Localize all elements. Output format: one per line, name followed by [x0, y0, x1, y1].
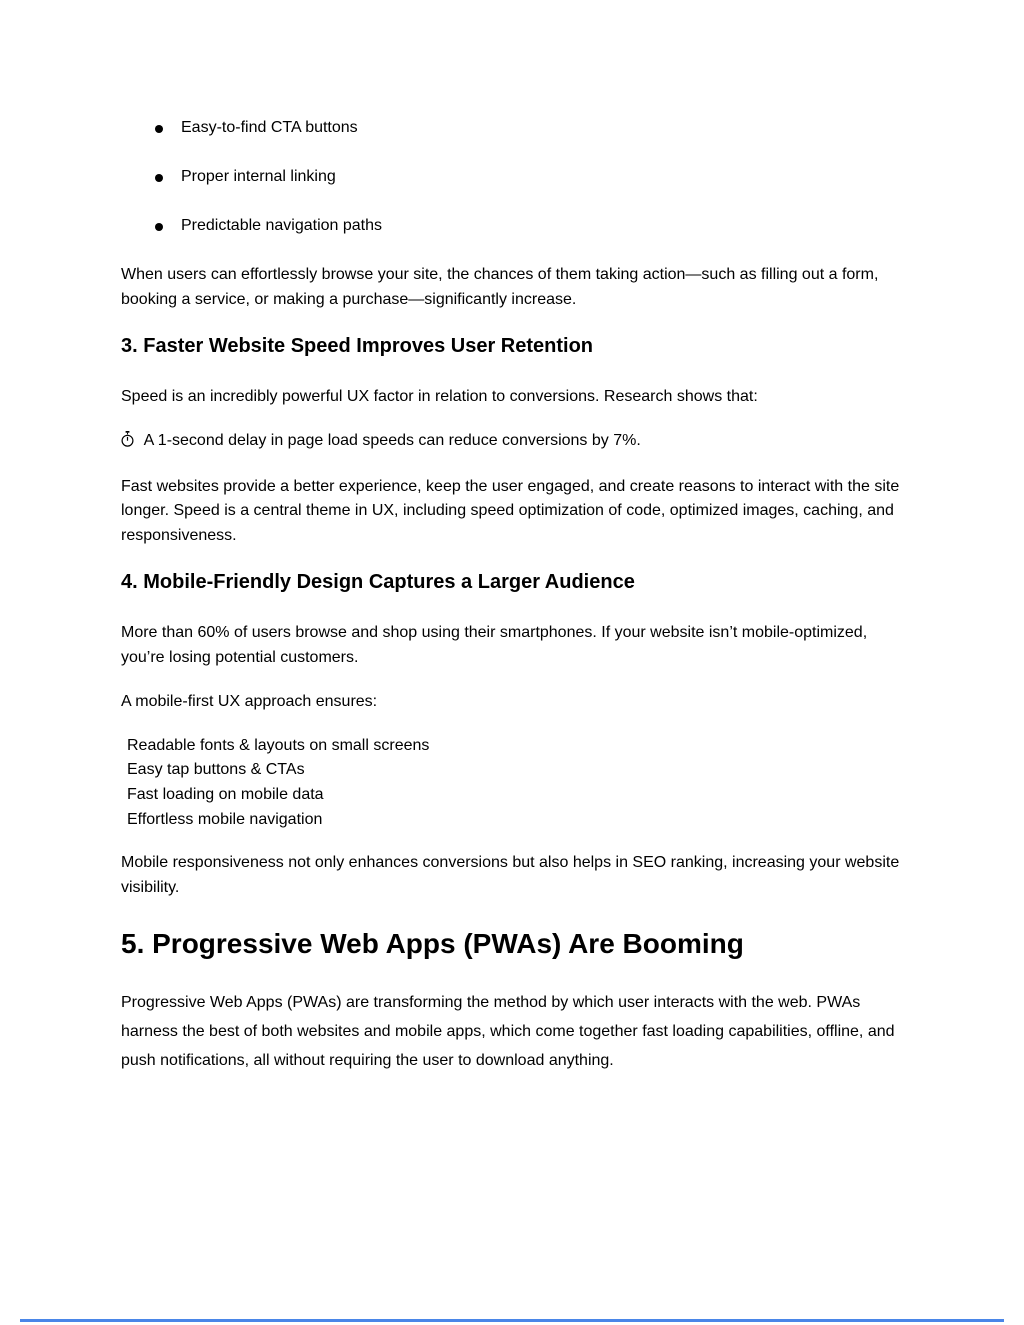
list-item-text: Predictable navigation paths — [181, 217, 383, 234]
bullet-icon — [155, 174, 163, 182]
mobile-feature-list — [121, 734, 904, 832]
feature-item: Readable fonts & layouts on small screens — [127, 736, 430, 754]
speed-intro-paragraph: Speed is an incredibly powerful UX factor in relation to conversions. Research shows that: — [121, 387, 758, 405]
feature-item: Effortless mobile navigation — [127, 810, 323, 828]
speed-stat-text: A 1-second delay in page load speeds can reduce conversions by 7%. — [143, 431, 641, 449]
intro-paragraph: When users can effortlessly browse your site, the chances of them taking action—such as filling out a form, booking a service, or making a purchase—significantly increase. — [121, 266, 879, 308]
pwa-section-heading: 5. Progressive Web Apps (PWAs) Are Booming — [121, 927, 744, 959]
list-item — [121, 165, 904, 190]
speed-body-paragraph: Fast websites provide a better experience, keep the user engaged, and create reasons to interact with the site longer. Speed is a central theme in UX, including speed optimization of code, optimized images, caching, and responsiveness. — [121, 477, 900, 545]
mobile-outro-paragraph: Mobile responsiveness not only enhances conversions but also helps in SEO ranking, increasing your website visibility. — [121, 854, 900, 897]
stopwatch-icon — [121, 431, 134, 456]
bullet-icon — [155, 223, 163, 231]
bullet-icon — [155, 125, 163, 133]
list-item-text: Proper internal linking — [181, 168, 336, 185]
list-item — [121, 214, 904, 239]
mobile-section-heading: 4. Mobile-Friendly Design Captures a Larger Audience — [121, 571, 635, 594]
feature-item: Fast loading on mobile data — [127, 785, 324, 803]
mobile-intro-paragraph: More than 60% of users browse and shop using their smartphones. If your website isn’t mobile-optimized, you’re losing potential customers. — [121, 624, 868, 666]
mobile-approach-lead: A mobile-first UX approach ensures: — [121, 692, 378, 710]
page-boundary-line — [20, 1319, 1004, 1322]
list-item-text: Easy-to-find CTA buttons — [181, 119, 358, 136]
speed-section-heading: 3. Faster Website Speed Improves User Retention — [121, 335, 594, 358]
speed-stat-line — [121, 429, 904, 456]
list-item — [121, 116, 904, 141]
ux-bullet-list — [121, 116, 904, 239]
feature-item: Easy tap buttons & CTAs — [127, 761, 305, 779]
pwa-body-paragraph: Progressive Web Apps (PWAs) are transforming the method by which user interacts with the web. PWAs harness the best of both websites and mobile apps, which come together fast loading capabilities, offline, and push notifications, all without requiring the user to download anything. — [121, 993, 895, 1069]
